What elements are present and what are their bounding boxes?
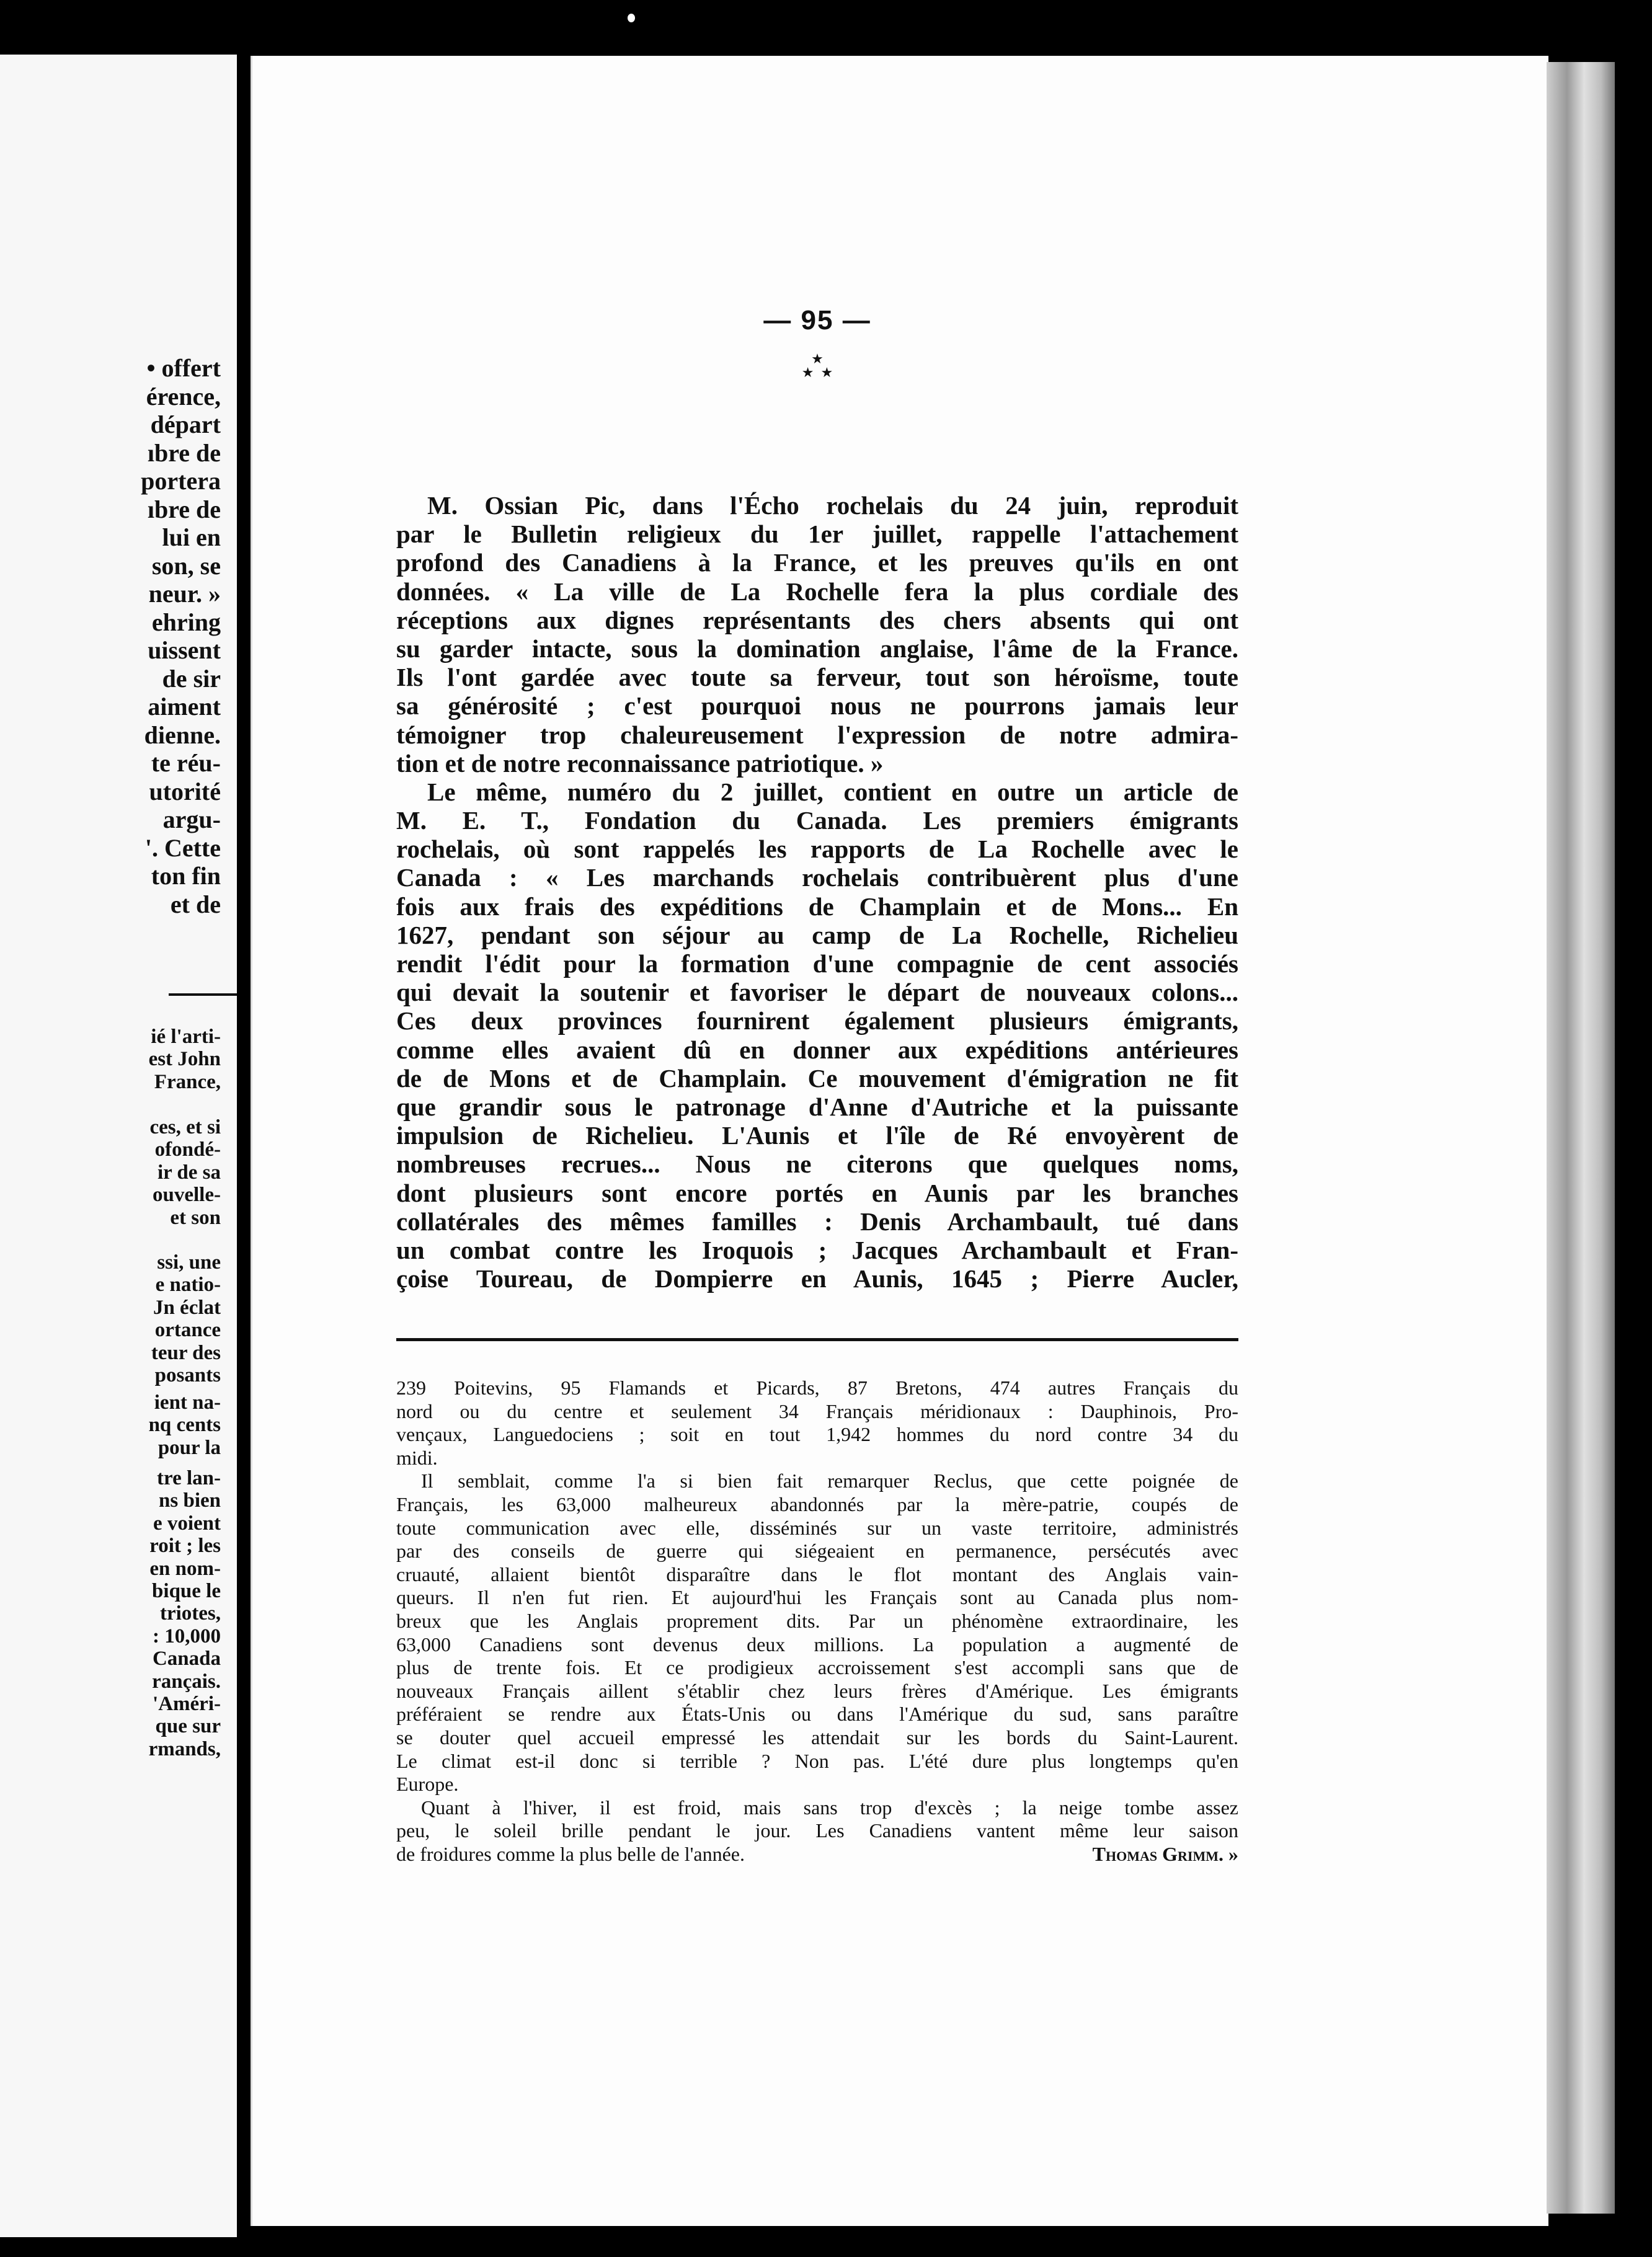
body-line: que grandir sous le patronage d'Anne d'Autriche et la puissante [396, 1092, 1238, 1121]
body-line: sa générosité ; c'est pourquoi nous ne pourrons jamais leur [396, 691, 1238, 721]
note-line: peu, le soleil brille pendant le jour. Les Canadiens vantent même leur saison [396, 1819, 1238, 1842]
left-note-line: 'Améri- [153, 1693, 221, 1715]
left-line: ehring [151, 608, 221, 636]
note-line: nord ou du centre et seulement 34 Français méridionaux : Dauphinois, Pro- [396, 1399, 1238, 1422]
left-page-rule [169, 993, 237, 996]
page-number: — 95 — [763, 305, 871, 335]
body-line: impulsion de Richelieu. L'Aunis et l'île de Ré envoyèrent de [396, 1121, 1238, 1150]
left-note-line: ient na- [154, 1391, 221, 1414]
left-line: ton fin [151, 862, 221, 890]
left-note-line: : 10,000 [153, 1625, 221, 1647]
left-note-line: e natio- [155, 1274, 221, 1297]
scan-speck [628, 14, 635, 22]
body-line: Canada : « Les marchands rochelais contribuèrent plus d'une [396, 863, 1238, 892]
left-line: dienne. [144, 721, 221, 749]
left-line: départ [150, 410, 221, 438]
left-note-line: nq cents [148, 1414, 221, 1437]
body-line: rochelais, où sont rappelés les rapports de La Rochelle avec le [396, 835, 1238, 864]
left-line: neur. » [148, 580, 221, 608]
left-note-line: France, [154, 1070, 221, 1093]
left-note-line: ns bien [159, 1489, 221, 1512]
body-line: çoise Toureau, de Dompierre en Aunis, 1645 ; Pierre Aucler, [396, 1264, 1238, 1293]
left-note-line: ié l'arti- [151, 1026, 221, 1048]
body-text [396, 491, 1238, 1293]
left-note-line: ces, et si [149, 1116, 221, 1138]
left-note-line: est John [148, 1048, 221, 1071]
left-note-line: teur des [151, 1341, 221, 1364]
body-line: tion et de notre reconnaissance patriotique. » [396, 748, 884, 778]
left-note-line: ssi, une [157, 1251, 221, 1274]
page-edge [1547, 62, 1615, 2214]
note-line: Quant à l'hiver, il est froid, mais sans trop d'excès ; la neige tombe assez [421, 1796, 1238, 1819]
body-line: collatérales des mêmes familles : Denis Archambault, tué dans [396, 1207, 1238, 1236]
left-line: utorité [149, 777, 221, 805]
note-line: breux que les Anglais proprement dits. Par un phénomène extraordinaire, les [396, 1609, 1238, 1632]
body-line: un combat contre les Iroquois ; Jacques Archambault et Fran- [396, 1235, 1238, 1264]
left-line: argu- [162, 805, 221, 833]
asterism: ★ ★ ★ [801, 351, 833, 380]
note-line: Europe. [396, 1773, 459, 1796]
note-line: midi. [396, 1446, 438, 1469]
left-note-line: et son [170, 1206, 221, 1229]
note-line [396, 1843, 1238, 1866]
body-line: dont plusieurs sont encore portés en Aunis par les branches [396, 1178, 1238, 1207]
note-line: 63,000 Canadiens sont devenus deux millions. La population a augmenté de [396, 1633, 1238, 1656]
note-line: cruauté, allaient bientôt disparaître dans le flot montant des Anglais vain- [396, 1563, 1238, 1585]
left-line: portera [141, 467, 221, 495]
note-line: vençaux, Languedociens ; soit en tout 1,942 hommes du nord contre 34 du [396, 1423, 1238, 1446]
body-line: rendit l'édit pour la formation d'une compagnie de cent associés [396, 949, 1238, 978]
left-note-line: posants [154, 1364, 221, 1386]
left-note-line: Canada [152, 1647, 221, 1670]
body-line: M. Ossian Pic, dans l'Écho rochelais du 24 juin, reproduit [427, 491, 1238, 520]
left-note-line: tre lan- [157, 1467, 221, 1489]
left-note-line: ofondé- [154, 1138, 221, 1161]
footnote-rule [396, 1338, 1238, 1341]
note-line: toute communication avec elle, disséminés sur un vaste territoire, administrés [396, 1516, 1238, 1539]
left-line: • offert [146, 354, 221, 382]
note-line: préféraient se rendre aux États-Unis ou dans l'Amérique du sud, sans paraître [396, 1703, 1238, 1726]
left-line: aiment [148, 693, 221, 721]
left-note-line: Jn éclat [153, 1296, 221, 1319]
body-line: comme elles avaient dû en donner aux expéditions antérieures [396, 1035, 1238, 1064]
right-page [251, 56, 1548, 2226]
left-note-line: e voient [153, 1512, 221, 1535]
body-line: réceptions aux dignes représentants des chers absents qui ont [396, 605, 1238, 634]
body-line: profond des Canadiens à la France, et les preuves qu'ils en ont [396, 548, 1238, 577]
left-line: uissent [148, 636, 221, 664]
signature: Thomas Grimm. » [1092, 1842, 1238, 1865]
left-note-line: que sur [155, 1715, 221, 1738]
left-line: ıbre de [147, 495, 221, 523]
note-line: nouveaux Français aillent s'établir chez leurs frères d'Amérique. Les émigrants [396, 1679, 1238, 1702]
left-note-line: rançais. [152, 1670, 221, 1693]
body-line: Le même, numéro du 2 juillet, contient en outre un article de [427, 777, 1238, 806]
body-line: par le Bulletin religieux du 1er juillet, rappelle l'attachement [396, 520, 1238, 549]
left-note-line: en nom- [149, 1557, 221, 1580]
note-line: queurs. Il n'en fut rien. Et aujourd'hui les Français sont au Canada plus nom- [396, 1586, 1238, 1609]
left-line: son, se [151, 551, 221, 580]
body-line: nombreuses recrues... Nous ne citerons que quelques noms, [396, 1150, 1238, 1179]
left-note-line: rmands, [148, 1737, 221, 1760]
body-line: M. E. T., Fondation du Canada. Les premiers émigrants [396, 806, 1238, 835]
left-line: de sir [162, 664, 221, 693]
left-line: érence, [146, 382, 221, 410]
note-line: se douter quel accueil empressé les attendait sur les bords du Saint-Laurent. [396, 1726, 1238, 1749]
note-line: par des conseils de guerre qui siégeaient en permanence, persécutés avec [396, 1540, 1238, 1563]
body-line: su garder intacte, sous la domination anglaise, l'âme de la France. [396, 634, 1238, 663]
note-line: Il semblait, comme l'a si bien fait remarquer Reclus, que cette poignée de [421, 1470, 1238, 1492]
left-page-fragment [0, 55, 237, 2237]
left-note-line: ortance [154, 1319, 221, 1342]
left-note-line: ouvelle- [153, 1184, 221, 1207]
left-note-line: ir de sa [157, 1161, 221, 1184]
body-line: données. « La ville de La Rochelle fera la plus cordiale des [396, 577, 1238, 606]
left-note-line: triotes, [159, 1602, 221, 1625]
footnote-text [396, 1377, 1238, 1866]
body-line: de de Mons et de Champlain. Ce mouvement d'émigration ne fit [396, 1063, 1238, 1093]
body-line: 1627, pendant son séjour au camp de La Rochelle, Richelieu [396, 920, 1238, 949]
note-line: Français, les 63,000 malheureux abandonnés par la mère-patrie, coupés de [396, 1492, 1238, 1515]
left-line: '. Cette [144, 833, 221, 862]
body-line: qui devait la soutenir et favoriser le départ de nouveaux colons... [396, 978, 1238, 1007]
note-line-text: de froidures comme la plus belle de l'année. [396, 1842, 745, 1865]
left-note-line: bique le [152, 1580, 221, 1602]
body-line: Ces deux provinces fournirent également plusieurs émigrants, [396, 1006, 1238, 1035]
left-line: te réu- [151, 749, 221, 777]
left-line: lui en [162, 523, 221, 551]
note-line: 239 Poitevins, 95 Flamands et Picards, 87 Bretons, 474 autres Français du [396, 1377, 1238, 1399]
left-line: et de [170, 890, 221, 918]
body-line: Ils l'ont gardée avec toute sa ferveur, tout son héroïsme, toute [396, 663, 1238, 692]
left-line: ıbre de [147, 438, 221, 467]
body-line: fois aux frais des expéditions de Champlain et de Mons... En [396, 892, 1238, 921]
left-note-line: pour la [158, 1436, 221, 1459]
left-note-line: roit ; les [149, 1535, 221, 1558]
note-line: Le climat est-il donc si terrible ? Non pas. L'été dure plus longtemps qu'en [396, 1749, 1238, 1772]
body-line: témoigner trop chaleureusement l'expression de notre admira- [396, 720, 1238, 749]
note-line: plus de trente fois. Et ce prodigieux accroissement s'est accompli sans que de [396, 1656, 1238, 1679]
